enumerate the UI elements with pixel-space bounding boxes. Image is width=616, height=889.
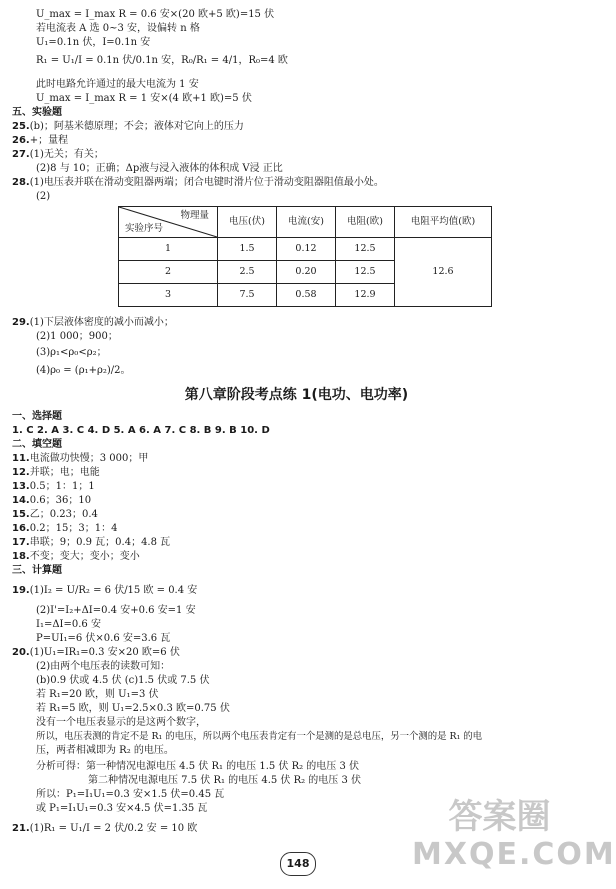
table-cell: 3: [119, 284, 218, 307]
question-29-part-2: (2)1 000；900；: [36, 331, 118, 342]
answer-text: (1)R₁ = U₁/I = 2 伏/0.2 安 = 10 欧: [29, 823, 198, 834]
top-line-4: R₁ = U₁/I = 0.1n 伏/0.1n 安，R₀/R₁ = 4/1，R₀=4 欧: [36, 55, 288, 66]
experiment-table: [118, 206, 492, 307]
question-number: 15.: [12, 509, 30, 520]
question-number: 29.: [12, 317, 30, 328]
section-choice: 一、选择题: [12, 411, 62, 422]
question-11: [12, 452, 148, 466]
question-20-line: 或 P₁=I₁U₁=0.3 安×4.5 伏=1.35 瓦: [36, 803, 208, 814]
answer-text: 电流做功快慢；3 000；甲: [29, 453, 149, 464]
choice-answers: 1. C 2. A 3. C 4. D 5. A 6. A 7. C 8. B 9. B 10. D: [12, 425, 270, 436]
top-line-6: U_max = I_max R = 1 安×(4 欧+1 欧)=5 伏: [36, 93, 252, 104]
table-cell: 2: [119, 261, 218, 284]
answer-text: (1)下层液体密度的减小而减小；: [29, 317, 174, 328]
question-12: [12, 466, 100, 480]
section-fill: 二、填空题: [12, 439, 62, 450]
question-21: [12, 822, 197, 836]
answer-text: (b)；阿基米德原理；不会；液体对它向上的压力: [29, 121, 244, 132]
table-cell: 1.5: [218, 238, 277, 261]
answer-text: (1)I₂ = U/R₂ = 6 伏/15 欧 = 0.4 安: [29, 585, 198, 596]
question-number: 17.: [12, 537, 30, 548]
question-19-line: (2)I'=I₂+ΔI=0.4 安+0.6 安=1 安: [36, 605, 196, 616]
chapter-title: 第八章阶段考点练 1(电功、电功率): [184, 387, 409, 403]
table-cell: 0.12: [277, 238, 336, 261]
question-number: 25.: [12, 121, 30, 132]
question-20-line: 若 R₁=5 欧，则 U₁=2.5×0.3 欧=0.75 伏: [36, 703, 230, 714]
answer-text: 0.2；15；3；1：4: [29, 523, 118, 534]
question-19: [12, 584, 197, 598]
question-number: 14.: [12, 495, 30, 506]
table-cell: 12.9: [336, 284, 395, 307]
question-20-line: 没有一个电压表显示的是这两个数字，: [36, 717, 206, 728]
question-29: [12, 316, 174, 330]
question-20-line: 压，两者相减即为 R₂ 的电压。: [36, 745, 174, 756]
diagonal-bottom-label: 实验序号: [125, 222, 164, 234]
question-18: [12, 550, 140, 564]
question-20: [12, 646, 180, 660]
answer-text: (1)无关；有关；: [29, 149, 104, 160]
column-header: 电流(安): [277, 207, 336, 238]
question-number: 20.: [12, 647, 30, 658]
question-15: [12, 508, 98, 522]
watermark-logo: [412, 797, 616, 882]
question-25: [12, 120, 244, 134]
table-cell: 1: [119, 238, 218, 261]
answer-text: 串联；9；0.9 瓦；0.4；4.8 瓦: [29, 537, 171, 548]
column-header: 电阻平均值(欧): [395, 207, 492, 238]
table-cell: 0.58: [277, 284, 336, 307]
question-number: 11.: [12, 453, 30, 464]
question-28: [12, 176, 384, 190]
table-cell: 7.5: [218, 284, 277, 307]
table-cell: 2.5: [218, 261, 277, 284]
question-29-part-4: (4)ρ₀ = (ρ₁+ρ₂)/2。: [36, 365, 131, 376]
question-13: [12, 480, 95, 494]
question-29-part-3: (3)ρ₁<ρ₀<ρ₂；: [36, 347, 107, 358]
answer-text: (1)U₁=IR₁=0.3 安×20 欧=6 伏: [29, 647, 180, 658]
average-resistance-cell: 12.6: [395, 238, 492, 307]
question-number: 27.: [12, 149, 30, 160]
top-line-2: 若电流表 A 选 0~3 安，设偏转 n 格: [36, 23, 200, 34]
answer-text: 并联；电；电能: [29, 467, 100, 478]
answer-text: (1)电压表并联在滑动变阻器两端；闭合电键时滑片位于滑动变阻器阻值最小处。: [29, 177, 384, 188]
question-14: [12, 494, 91, 508]
question-19-line: I₁=ΔI=0.6 安: [36, 619, 101, 630]
question-number: 28.: [12, 177, 30, 188]
answer-text: 0.5；1：1；1: [29, 481, 95, 492]
question-number: 16.: [12, 523, 30, 534]
question-20-line: 所以，电压表测的肯定不是 R₁ 的电压，所以两个电压表肯定有一个是测的是总电压，另一个测的是 R₁ 的电: [36, 731, 483, 742]
table-cell: 12.5: [336, 238, 395, 261]
top-line-1: U_max = I_max R = 0.6 安×(20 欧+5 欧)=15 伏: [36, 9, 275, 20]
watermark-bottom: MXQE.COM: [412, 837, 616, 872]
column-header: 电阻(欧): [336, 207, 395, 238]
section-experiment: 五、实验题: [12, 107, 62, 118]
question-20-line: (b)0.9 伏或 4.5 伏 (c)1.5 伏或 7.5 伏: [36, 675, 210, 686]
page-number: 148: [280, 852, 316, 876]
answer-text: 0.6；36；10: [29, 495, 92, 506]
question-20-line: 第二种情况电源电压 7.5 伏 R₁ 的电压 4.5 伏 R₂ 的电压 3 伏: [88, 775, 362, 786]
watermark-top: 答案圈: [448, 797, 551, 837]
question-number: 19.: [12, 585, 30, 596]
question-number: 12.: [12, 467, 30, 478]
diagonal-header-cell: [119, 207, 218, 238]
question-20-line: 若 R₁=20 欧，则 U₁=3 伏: [36, 689, 159, 700]
answer-text: 不变；变大；变小；变小: [29, 551, 140, 562]
table-cell: 12.5: [336, 261, 395, 284]
question-27: [12, 148, 104, 162]
answer-text: 乙；0.23；0.4: [29, 509, 98, 520]
question-number: 26.: [12, 135, 30, 146]
question-20-line: (2)由两个电压表的读数可知：: [36, 661, 171, 672]
question-19-line: P=UI₁=6 伏×0.6 安=3.6 瓦: [36, 633, 171, 644]
question-28-part-2: (2): [36, 191, 51, 202]
question-number: 21.: [12, 823, 30, 834]
question-17: [12, 536, 170, 550]
question-27-part-2: (2)8 与 10；正确；Δp液与浸入液体的体积成 V浸 正比: [36, 163, 283, 174]
question-26: [12, 134, 68, 148]
column-header: 电压(伏): [218, 207, 277, 238]
question-20-line: 分析可得：第一种情况电源电压 4.5 伏 R₁ 的电压 1.5 伏 R₂ 的电压 3 伏: [36, 761, 360, 772]
top-line-3: U₁=0.1n 伏，I=0.1n 安: [36, 37, 151, 48]
diagonal-top-label: 物理量: [180, 210, 209, 221]
question-16: [12, 522, 117, 536]
table-row: [119, 238, 492, 261]
table-cell: 0.20: [277, 261, 336, 284]
top-line-5: 此时电路允许通过的最大电流为 1 安: [36, 79, 199, 90]
section-calculation: 三、计算题: [12, 565, 62, 576]
answer-text: +；量程: [29, 135, 69, 146]
question-number: 13.: [12, 481, 30, 492]
question-number: 18.: [12, 551, 30, 562]
question-20-line: 所以：P₁=I₁U₁=0.3 安×1.5 伏=0.45 瓦: [36, 789, 225, 800]
